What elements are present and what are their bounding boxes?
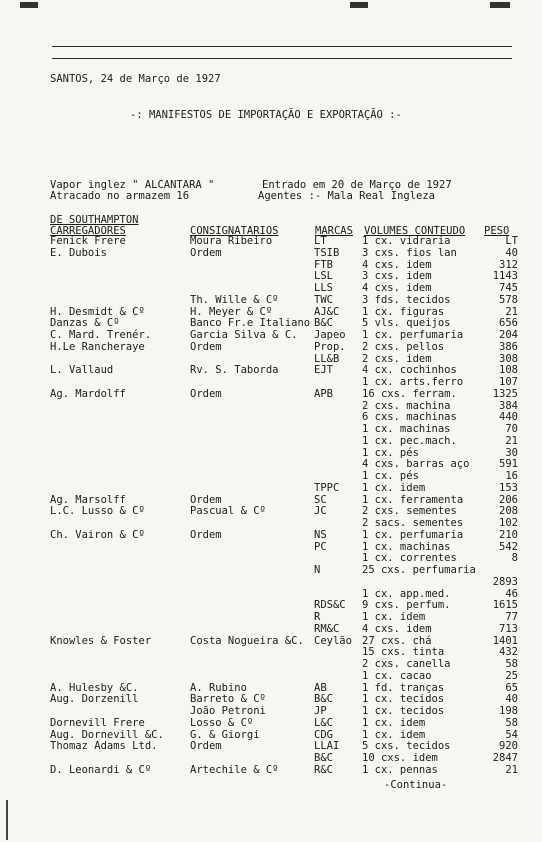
contents-cell: 2 cxs. machina (362, 399, 451, 412)
contents-cell: 1 cx. perfumaria (362, 329, 464, 341)
weight-cell: 312 (499, 258, 518, 271)
marks-cell: LLAI (314, 740, 340, 753)
marks-cell: B&C (314, 317, 333, 330)
consignee-cell: Artechile & Cº (190, 763, 279, 776)
weight-cell: 8 (511, 552, 518, 565)
marks-cell: JC (314, 505, 327, 518)
weight-cell: 54 (505, 728, 518, 741)
marks-cell: B&C (314, 752, 333, 764)
contents-cell: 2 cxs. pellos (362, 340, 445, 353)
marks-cell: R&C (314, 763, 333, 776)
contents-cell: 1 cx. idem (362, 728, 426, 741)
consignee-cell: João Petroni (190, 705, 266, 717)
consignor-cell: Ch. Vairon & Cº (50, 528, 145, 541)
marks-cell: PC (314, 540, 327, 553)
contents-cell: 1 cx. app.med. (362, 587, 451, 600)
agents: Agentes :- Mala Real Ingleza (258, 190, 436, 202)
contents-cell: 1 cx. vidraria (362, 235, 451, 247)
vessel-name: Vapor inglez " ALCANTARA " (50, 179, 215, 191)
weight-cell: 46 (505, 587, 518, 600)
scan-mark (490, 2, 510, 8)
weight-cell: 745 (499, 282, 518, 294)
contents-cell: 27 cxs. chá (362, 634, 432, 647)
weight-cell: 1325 (492, 387, 518, 400)
contents-cell: 4 cxs. barras aço (362, 458, 470, 471)
contents-cell: 6 cxs. machinas (362, 411, 457, 424)
consignee-cell: G. & Giorgi (190, 728, 260, 741)
consignor-cell: D. Leonardi & Cº (50, 763, 152, 776)
weight-cell: 153 (499, 481, 518, 494)
weight-cell: 1615 (492, 599, 518, 612)
contents-cell: 1 cx. pés (362, 446, 419, 459)
consignor-cell: Ag. Marsolff (50, 493, 126, 506)
col-header-marks: MARCAS (315, 225, 353, 237)
marks-cell: APB (314, 387, 333, 400)
contents-cell: 3 cxs. idem (362, 270, 432, 283)
weight-cell: 713 (499, 622, 518, 635)
contents-cell: 2 sacs. sementes (362, 517, 464, 529)
weight-cell: 108 (499, 364, 518, 377)
continues-note: -Continua- (384, 779, 448, 791)
weight-cell: 198 (499, 705, 518, 717)
col-header-volumes: VOLUMES CONTEUDO (364, 225, 466, 237)
contents-cell: 1 cx. machinas (362, 423, 451, 435)
marks-cell: L&C (314, 716, 333, 729)
contents-cell: 3 cxs. fios lan (362, 246, 457, 259)
consignor-cell: A. Hulesby &C. (50, 681, 139, 694)
contents-cell: 1 cx. pés (362, 470, 419, 482)
marks-cell: TSIB (314, 246, 340, 259)
weight-cell: 30 (505, 446, 518, 459)
marks-cell: SC (314, 493, 327, 506)
weight-cell: 102 (499, 517, 518, 529)
marks-cell: RDS&C (314, 599, 346, 612)
weight-cell: LT (505, 235, 518, 247)
consignee-cell: Ordem (190, 340, 222, 353)
marks-cell: LLS (314, 282, 333, 294)
weight-cell: 384 (499, 399, 518, 412)
marks-cell: FTB (314, 258, 333, 271)
top-rule (52, 46, 512, 47)
consignor-cell: Aug. Dorzenill (50, 693, 139, 706)
contents-cell: 5 vls. queijos (362, 317, 451, 330)
contents-cell: 4 cxs. idem (362, 258, 432, 271)
consignee-cell: Ordem (190, 528, 222, 541)
marks-cell: LT (314, 235, 327, 247)
consignee-cell: Th. Wille & Cº (190, 293, 279, 306)
contents-cell: 1 cx. machinas (362, 540, 451, 553)
consignor-cell: L. Vallaud (50, 364, 114, 377)
marks-cell: LL&B (314, 352, 340, 365)
contents-cell: 3 fds. tecidos (362, 293, 451, 306)
weight-cell: 58 (505, 658, 518, 670)
arrival-date: Entrado em 20 de Março de 1927 (262, 179, 452, 191)
contents-cell: 1 cx. tecidos (362, 693, 445, 706)
consignee-cell: Ordem (190, 246, 222, 259)
consignor-cell: Aug. Dornevill &C. (50, 728, 164, 741)
contents-cell: 1 cx. perfumaria (362, 528, 464, 541)
marks-cell: Prop. (314, 340, 346, 353)
weight-cell: 21 (505, 305, 518, 318)
consignor-cell: Knowles & Foster (50, 634, 152, 647)
contents-cell: 15 cxs. tinta (362, 646, 445, 659)
weight-cell: 656 (499, 317, 518, 330)
contents-cell: 2 cxs. idem (362, 352, 432, 365)
contents-cell: 1 cx. cacao (362, 669, 432, 682)
contents-cell: 4 cx. cochinhos (362, 364, 457, 377)
weight-cell: 1401 (492, 634, 518, 647)
scan-mark (350, 2, 368, 8)
consignee-cell: Barreto & Cº (190, 693, 266, 706)
marks-cell: R (314, 611, 321, 623)
contents-cell: 2 cxs. canella (362, 658, 451, 670)
consignee-cell: H. Meyer & Cº (190, 305, 273, 318)
contents-cell: 4 cxs. idem (362, 622, 432, 635)
contents-cell: 9 cxs. perfum. (362, 599, 451, 612)
consignee-cell: Pascual & Cº (190, 505, 266, 518)
weight-cell: 21 (505, 434, 518, 447)
contents-cell: 16 cxs. ferram. (362, 387, 457, 400)
top-rule-2 (52, 58, 512, 59)
consignee-cell: Losso & Cº (190, 716, 254, 729)
marks-cell: EJT (314, 364, 333, 377)
weight-cell: 432 (499, 646, 518, 659)
marks-cell: LSL (314, 270, 333, 283)
consignor-cell: H. Desmidt & Cº (50, 305, 145, 318)
consignor-cell: L.C. Lusso & Cº (50, 505, 145, 518)
weight-cell: 77 (505, 611, 518, 623)
weight-cell: 206 (499, 493, 518, 506)
contents-cell: 1 cx. idem (362, 481, 426, 494)
weight-cell: 2893 (492, 575, 518, 588)
contents-cell: 4 cxs. idem (362, 282, 432, 294)
consignor-cell: Thomaz Adams Ltd. (50, 740, 158, 753)
consignor-cell: Fenick Frere (50, 235, 126, 247)
col-header-consignees: CONSIGNATARIOS (190, 225, 279, 237)
contents-cell: 25 cxs. perfumaria (362, 564, 476, 576)
marks-cell: TWC (314, 293, 333, 306)
marks-cell: N (314, 564, 321, 576)
weight-cell: 210 (499, 528, 518, 541)
consignee-cell: Ordem (190, 387, 222, 400)
margin-mark (6, 800, 8, 840)
weight-cell: 920 (499, 740, 518, 753)
contents-cell: 1 cx. idem (362, 611, 426, 623)
contents-cell: 5 cxs. tecidos (362, 740, 451, 753)
weight-cell: 308 (499, 352, 518, 365)
contents-cell: 1 cx. pec.mach. (362, 434, 457, 447)
col-header-weight: PESO (484, 225, 510, 237)
consignor-cell: E. Dubois (50, 246, 107, 259)
contents-cell: 1 cx. pennas (362, 763, 438, 776)
contents-cell: 1 cx. figuras (362, 305, 445, 318)
weight-cell: 107 (499, 376, 518, 388)
contents-cell: 1 cx. tecidos (362, 705, 445, 717)
contents-cell: 10 cxs. idem (362, 752, 438, 764)
weight-cell: 204 (499, 329, 518, 341)
weight-cell: 1143 (492, 270, 518, 283)
consignee-cell: Rv. S. Taborda (190, 364, 279, 377)
consignor-cell: Danzas & Cº (50, 317, 120, 330)
consignee-cell: A. Rubino (190, 681, 247, 694)
consignee-cell: Garcia Silva & C. (190, 329, 298, 341)
contents-cell: 2 cxs. sementes (362, 505, 457, 518)
consignor-cell: Ag. Mardolff (50, 387, 126, 400)
consignee-cell: Costa Nogueira &C. (190, 634, 304, 647)
consignee-cell: Moura Ribeiro (190, 235, 273, 247)
weight-cell: 65 (505, 681, 518, 694)
consignee-cell: Ordem (190, 493, 222, 506)
weight-cell: 40 (505, 246, 518, 259)
contents-cell: 1 cx. ferramenta (362, 493, 464, 506)
weight-cell: 25 (505, 669, 518, 682)
weight-cell: 21 (505, 763, 518, 776)
weight-cell: 16 (505, 470, 518, 482)
consignor-cell: Dornevill Frere (50, 716, 145, 729)
marks-cell: RM&C (314, 622, 340, 635)
marks-cell: AB (314, 681, 327, 694)
weight-cell: 591 (499, 458, 518, 471)
weight-cell: 40 (505, 693, 518, 706)
marks-cell: Ceylão (314, 634, 352, 647)
consignee-cell: Ordem (190, 740, 222, 753)
weight-cell: 70 (505, 423, 518, 435)
consignor-cell: H.Le Rancheraye (50, 340, 145, 353)
marks-cell: Japeo (314, 329, 346, 341)
weight-cell: 208 (499, 505, 518, 518)
weight-cell: 542 (499, 540, 518, 553)
consignor-cell: C. Mard. Trenér. (50, 329, 152, 341)
marks-cell: NS (314, 528, 327, 541)
contents-cell: 1 cx. correntes (362, 552, 457, 565)
weight-cell: 578 (499, 293, 518, 306)
contents-cell: 1 cx. arts.ferro (362, 376, 464, 388)
weight-cell: 2847 (492, 752, 518, 764)
origin-port: DE SOUTHAMPTON (50, 214, 139, 226)
contents-cell: 1 fd. tranças (362, 681, 445, 694)
weight-cell: 386 (499, 340, 518, 353)
contents-cell: 1 cx. idem (362, 716, 426, 729)
scan-mark (20, 2, 38, 8)
col-header-consignors: CARREGADORES (50, 225, 126, 237)
berth: Atracado no armazem 16 (50, 190, 190, 202)
marks-cell: B&C (314, 693, 333, 706)
marks-cell: AJ&C (314, 305, 340, 318)
marks-cell: TPPC (314, 481, 340, 494)
page-title: -: MANIFESTOS DE IMPORTAÇÃO E EXPORTAÇÃO :- (130, 109, 402, 121)
marks-cell: CDG (314, 728, 333, 741)
weight-cell: 440 (499, 411, 518, 424)
consignee-cell: Banco Fr.e Italiano (190, 317, 311, 330)
dateline: SANTOS, 24 de Março de 1927 (50, 73, 221, 85)
weight-cell: 58 (505, 716, 518, 729)
marks-cell: JP (314, 705, 327, 717)
